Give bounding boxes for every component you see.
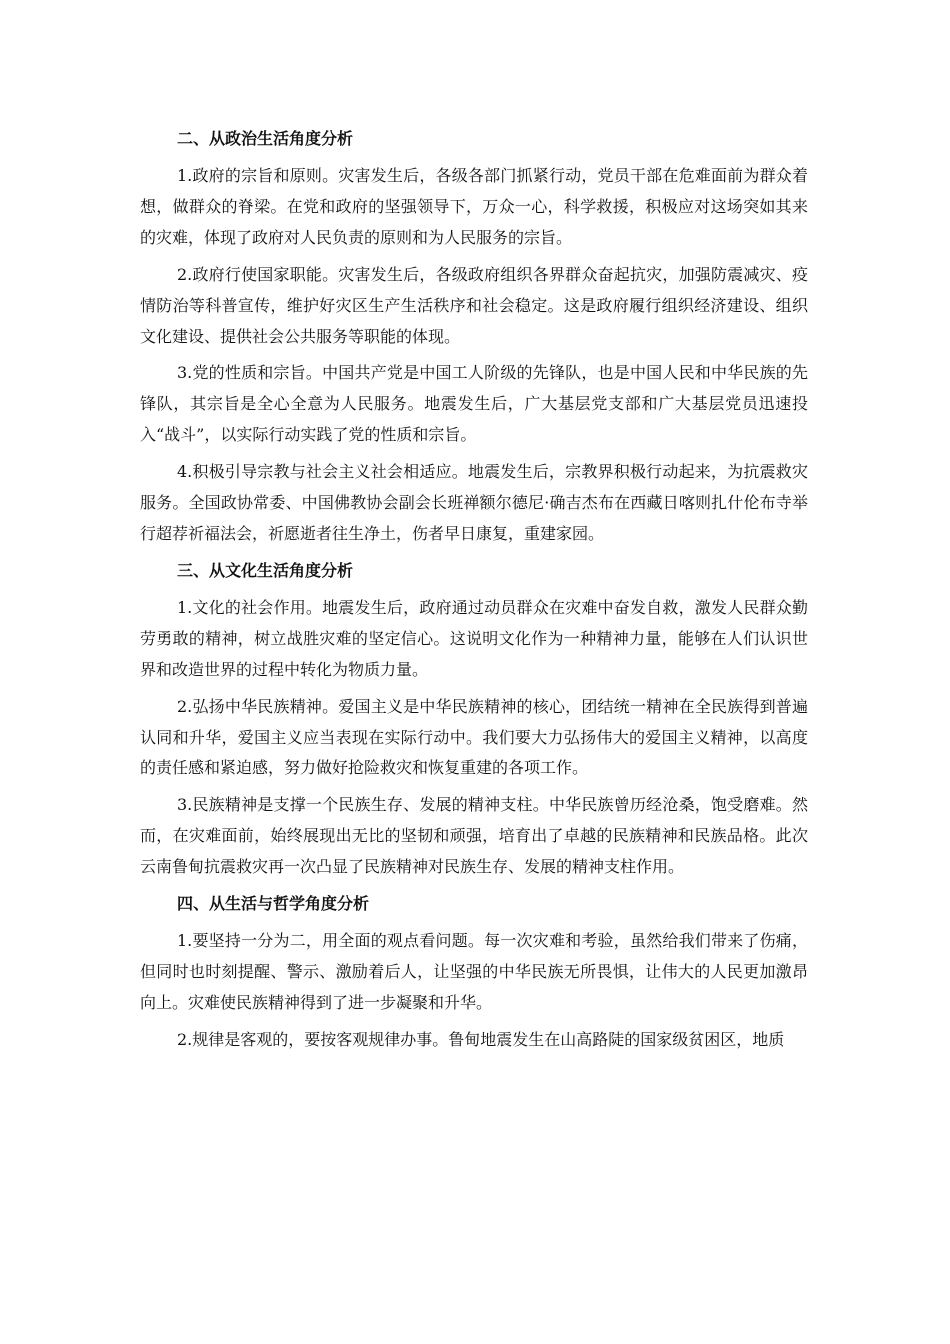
paragraph: 3.党的性质和宗旨。中国共产党是中国工人阶级的先锋队，也是中国人民和中华民族的先锋队，其宗旨是全心全意为人民服务。地震发生后，广大基层党支部和广大基层党员迅速投入“战斗”，以实际行动实践了党的性质和宗旨。: [140, 363, 808, 445]
paragraph: 4.积极引导宗教与社会主义社会相适应。地震发生后，宗教界积极行动起来，为抗震救灾服务。全国政协常委、中国佛教协会副会长班禅额尔德尼·确吉杰布在西藏日喀则扎什伦布寺举行超荐祈福法会，祈愿逝者往生净土，伤者早日康复，重建家园。: [140, 462, 808, 543]
paragraph: 1.文化的社会作用。地震发生后，政府通过动员群众在灾难中奋发自救，激发人民群众勤劳勇敢的精神，树立战胜灾难的坚定信心。这说明文化作为一种精神力量，能够在人们认识世界和改造世界的过程中转化为物质力量。: [140, 597, 808, 679]
paragraph: 2.政府行使国家职能。灾害发生后，各级政府组织各界群众奋起抗灾，加强防震减灾、疫情防治等科普宣传，维护好灾区生产生活秩序和社会稳定。这是政府履行组织经济建设、组织文化建设、提供社会公共服务等职能的体现。: [140, 264, 808, 346]
section-heading-culture: 三、从文化生活角度分析: [177, 560, 354, 580]
paragraph: 3.民族精神是支撑一个民族生存、发展的精神支柱。中华民族曾历经沧桑，饱受磨难。然而，在灾难面前，始终展现出无比的坚韧和顽强，培育出了卓越的民族精神和民族品格。此次云南鲁甸抗震救灾再一次凸显了民族精神对民族生存、发展的精神支柱作用。: [140, 795, 808, 877]
paragraph: 2.规律是客观的，要按客观规律办事。鲁甸地震发生在山高路陡的国家级贫困区，地质: [177, 1029, 785, 1049]
section-heading-politics: 二、从政治生活角度分析: [177, 129, 354, 148]
paragraph: 1.政府的宗旨和原则。灾害发生后，各级各部门抓紧行动，党员干部在危难面前为群众着想，做群众的脊梁。在党和政府的坚强领导下，万众一心，科学救援，积极应对这场突如其来的灾难，体现了政府对人民负责的原则和为人民服务的宗旨。: [140, 166, 808, 247]
document-body: [140, 124, 808, 1062]
section-heading-philosophy: 四、从生活与哲学角度分析: [177, 894, 370, 914]
paragraph: 2.弘扬中华民族精神。爱国主义是中华民族精神的核心，团结统一精神在全民族得到普遍认同和升华，爱国主义应当表现在实际行动中。我们要大力弘扬伟大的爱国主义精神，以高度的责任感和紧迫感，努力做好抢险救灾和恢复重建的各项工作。: [140, 696, 808, 778]
paragraph: 1.要坚持一分为二，用全面的观点看问题。每一次灾难和考验，虽然给我们带来了伤痛，但同时也时刻提醒、警示、激励着后人，让坚强的中华民族无所畏惧，让伟大的人民更加激昂向上。灾难使民族精神得到了进一步凝聚和升华。: [140, 931, 808, 1012]
